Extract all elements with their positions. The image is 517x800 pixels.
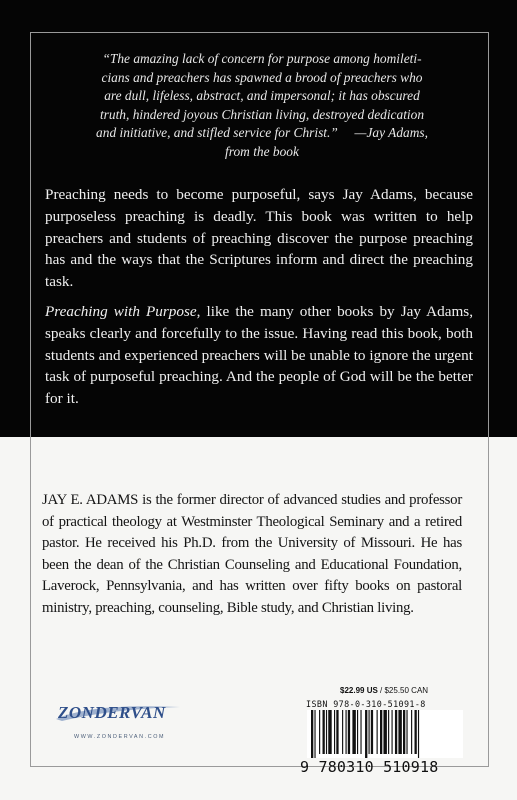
isbn-barcode — [307, 710, 463, 758]
logo-wordmark: ZONDERVAN — [58, 703, 166, 722]
barcode-bar — [418, 710, 419, 758]
quote-line: cians and preachers has spawned a brood of preachers who — [101, 69, 423, 85]
barcode-bar — [314, 710, 315, 758]
price-us: $22.99 US — [340, 686, 378, 695]
barcode-bar — [328, 710, 331, 754]
barcode-bar — [371, 710, 373, 754]
barcode-bar — [334, 710, 335, 754]
book-title-italic: Preaching with Purpose — [45, 302, 197, 320]
price-can: / $25.50 CAN — [377, 686, 429, 695]
quote-line: and initiative, and stifled service for Christ.” —Jay Adams, — [96, 125, 428, 141]
barcode-bar — [360, 710, 361, 754]
barcode-bar — [348, 710, 350, 754]
barcode-bar — [403, 710, 405, 754]
quote-line: truth, hindered joyous Christian living, destroyed dedication — [99, 106, 425, 122]
barcode-bar — [357, 710, 358, 754]
barcode-number: 9 780310 510918 — [300, 758, 439, 776]
barcode-bar — [377, 710, 378, 754]
description-paragraph-1: Preaching needs to become purposeful, says Jay Adams, because purposeless preaching is deadly. This book was written to help preachers and students of preaching discover the purpose preaching has and the ways that the Scriptures inform and direct the preaching task. — [45, 186, 473, 291]
publisher-url[interactable]: WWW.ZONDERVAN.COM — [74, 734, 166, 740]
barcode-bar — [392, 710, 393, 754]
barcode-bar — [383, 710, 386, 754]
price-label — [340, 686, 428, 695]
author-bio: JAY E. ADAMS is the former director of advanced studies and professor of practical theology at Westminster Theological Seminary and a retired pastor. He received his Ph.D. from the University of Missouri. He has been the dean of the Christian Counseling and Educational Foundation, Laverock, Pennsylvania, and has written over fifty books on pastoral ministry, preaching, counseling, Bible study, and Christian living. — [42, 492, 462, 616]
quote-line: “The amazing lack of concern for purpose among homileti- — [102, 51, 422, 66]
barcode-bar — [365, 710, 367, 758]
barcode-bar — [380, 710, 382, 754]
barcode-bar — [406, 710, 407, 754]
description-paragraph-2-text: , like the many other books by Jay Adams, speaks clearly and forcefully to the issue. Having read this book, both students and experienced preachers will be unable to ignore the urgent task of purposeful preaching. And the people of God will be the better for it. — [45, 302, 474, 408]
barcode-bar — [336, 710, 338, 754]
barcode-bar — [398, 710, 401, 754]
barcode-bar — [388, 710, 389, 754]
zondervan-logo — [52, 699, 188, 725]
barcode-bar — [369, 710, 370, 754]
barcode-bar — [311, 710, 313, 758]
quote-line: are dull, lifeless, abstract, and impersonal; it has obscured — [104, 88, 420, 104]
barcode-bar — [323, 710, 325, 754]
barcode-bar — [395, 710, 397, 754]
isbn-label: ISBN 978-0-310-51091-8 — [306, 699, 426, 709]
book-description — [45, 184, 473, 418]
barcode-bar — [346, 710, 347, 754]
barcode-bar — [319, 710, 320, 754]
endorsement-quote — [62, 50, 462, 162]
barcode-bar — [411, 710, 412, 754]
barcode-bar — [326, 710, 327, 754]
quote-line: from the book — [225, 143, 299, 159]
barcode-bar — [352, 710, 355, 754]
barcode-bar — [415, 710, 417, 754]
description-paragraph-2 — [45, 301, 473, 410]
barcode-bar — [342, 710, 343, 754]
